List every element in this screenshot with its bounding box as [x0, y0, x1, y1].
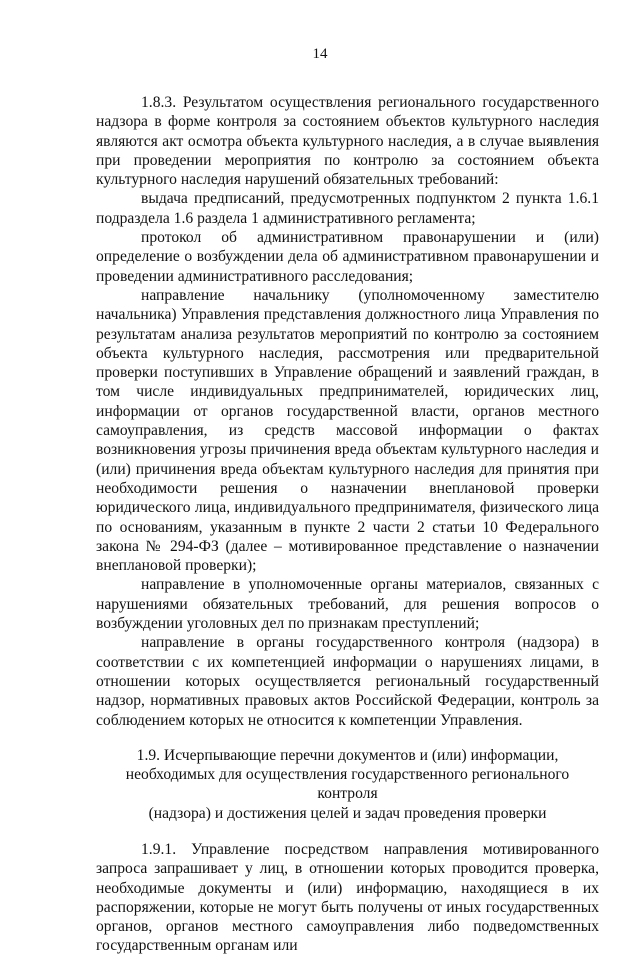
paragraph-1-8-3: 1.8.3. Результатом осуществления регионального государственного надзора в форме контроля за состоянием объектов культурного наследия являются акт осмотра объекта культурного наследия, а в случае выявления при проведении мероприятия по контролю за состоянием объекта культурного наследия нарушений обязательных требований: [96, 94, 599, 189]
section-heading-line: 1.9. Исчерпывающие перечни документов и (или) информации, [136, 746, 559, 764]
section-heading-line: (надзора) и достижения целей и задач проведения проверки [148, 804, 547, 822]
paragraph-representation: направление начальнику (уполномоченному заместителю начальника) Управления представления должностного лица Управления по результатам анализа результатов мероприятий по контролю за состоянием объекта культурного наследия, рассмотрения или предварительной проверки поступивших в Управление обращений и заявлений граждан, в том числе индивидуальных предпринимателей, юридических лиц, информации от органов государственной власти, органов местного самоуправления, из средств массовой информации о фактах возникновения угрозы причинения вреда объектам культурного наследия и (или) причинения вреда объектам культурного наследия для принятия при необходимости решения о назначении внеплановой проверки юридического лица, индивидуального предпринимателя, физического лица по основаниям, указанным в пункте 2 части 2 статьи 10 Федерального закона № 294-ФЗ (далее – мотивированное представление о назначении внеплановой проверки); [96, 286, 599, 575]
section-heading-1-9 [96, 746, 599, 823]
paragraph-materials: направление в уполномоченные органы материалов, связанных с нарушениями обязательных требований, для решения вопросов о возбуждении уголовных дел по признакам преступлений; [96, 576, 599, 633]
document-body [96, 93, 599, 956]
paragraph-protocol: протокол об административном правонарушении и (или) определение о возбуждении дела об административном правонарушении и проведении административного расследования; [96, 229, 599, 285]
page-number: 14 [312, 46, 328, 62]
paragraph-1-9-1: 1.9.1. Управление посредством направления мотивированного запроса запрашивает у лиц, в отношении которых проводится проверка, необходимые документы и (или) информацию, находящиеся в их распоряжении, которые не могут быть получены от иных государственных органов, органов местного самоуправления либо подведомственных государственным органам или [96, 840, 599, 955]
section-heading-line: необходимых для осуществления государственного регионального контроля [125, 766, 570, 803]
paragraph-prescriptions: выдача предписаний, предусмотренных подпунктом 2 пункта 1.6.1 подраздела 1.6 раздела 1 административного регламента; [96, 190, 599, 227]
paragraph-information: направление в органы государственного контроля (надзора) в соответствии с их компетенцией информации о нарушениях лицами, в отношении которых осуществляется региональный государственный надзор, нормативных правовых актов Российской Федерации, контроль за соблюдением которых не относится к компетенции Управления. [96, 634, 599, 729]
